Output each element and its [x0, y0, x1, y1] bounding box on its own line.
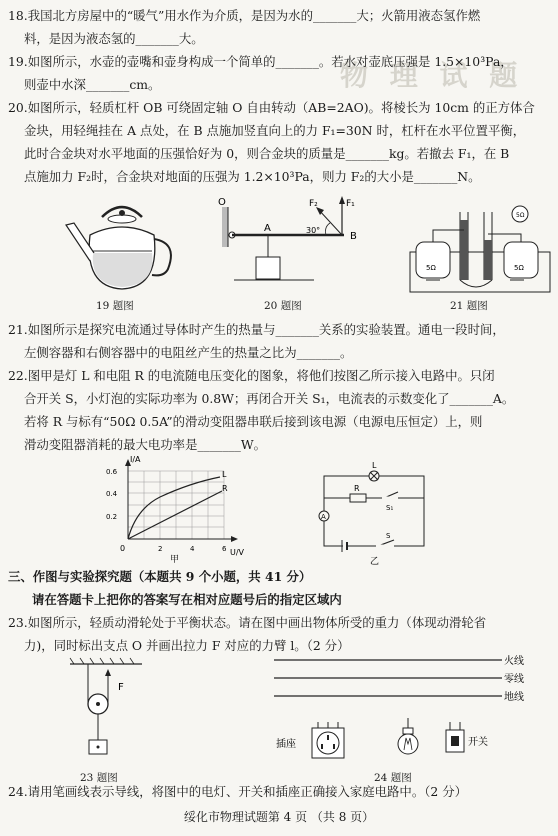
section3-title: 三、作图与实验探究题（本题共 9 个小题，共 41 分） — [8, 569, 312, 584]
fig20-label-A: A — [264, 223, 271, 234]
fig20-label-O: O — [218, 197, 226, 208]
graph-label-R: R — [222, 484, 228, 493]
q20-line2: 金块，用轻绳挂在 A 点处，在 B 点施加竖直向上的力 F₁=30N 时，杠杆在水平位置平衡， — [24, 123, 526, 138]
fig23-caption: 23 题图 — [80, 772, 118, 784]
graph-ylabel: I/A — [130, 455, 141, 464]
page-footer: 绥化市物理试题第 4 页 （共 8 页） — [183, 810, 375, 824]
fig24-socket-label: 插座 — [276, 739, 296, 750]
q18-line1: 18.我国北方房屋中的“暖气”用水作为介质，是因为水的_______大；火箭用液态氢作燃 — [8, 8, 481, 23]
graph-jia — [100, 455, 250, 565]
q19-line2: 则壶中水深_______cm。 — [24, 77, 161, 92]
q21-line1: 21.如图所示是探究电流通过导体时产生的热量与_______关系的实验装置。通电一段时间， — [8, 322, 505, 337]
q22-line2: 合开关 S，小灯泡的实际功率为 0.8W；再闭合开关 S₁，电流表的示数变化了_______A。 — [24, 391, 515, 406]
fig21-r-left: 5Ω — [426, 264, 436, 272]
graph-ytick: 0.6 — [106, 468, 118, 476]
watermark-title: 物 理 试 题 — [340, 59, 524, 92]
fig19-kettle — [60, 195, 185, 295]
graph-origin: 0 — [120, 544, 126, 553]
fig21-apparatus — [404, 190, 554, 300]
fig23-pulley — [62, 656, 162, 766]
fig21-caption: 21 题图 — [450, 300, 488, 312]
q20-line1: 20.如图所示，轻质杠杆 OB 可绕固定轴 O 自由转动（AB=2AO)。将棱长为 10cm 的正方体合 — [8, 100, 535, 115]
q22-line1: 22.图甲是灯 L 和电阻 R 的电流随电压变化的图象，将他们按图乙所示接入电路中。只闭 — [8, 368, 495, 383]
fig20-lever — [214, 193, 364, 298]
graph-xtick: 6 — [222, 545, 227, 553]
graph-ytick: 0.4 — [106, 490, 118, 498]
fig20-label-B: B — [350, 231, 357, 242]
fig23-label-F: F — [118, 682, 124, 693]
q23-line1: 23.如图所示，轻质动滑轮处于平衡状态。请在图中画出物体所受的重力（体现动滑轮省 — [8, 615, 487, 630]
graph-xtick: 4 — [190, 545, 195, 553]
fig21-r-right: 5Ω — [514, 264, 524, 272]
fig20-label-F2: F₂ — [309, 199, 318, 209]
q24-line1: 24.请用笔画线表示导线，将图中的电灯、开关和插座正确接入家庭电路中。（2 分） — [8, 784, 467, 799]
graph-caption: 甲 — [170, 555, 180, 565]
graph-label-L: L — [222, 470, 227, 479]
circuit-label-R: R — [354, 484, 360, 493]
fig24-ground-wire: 地线 — [504, 692, 524, 703]
circuit-label-A: A — [321, 513, 326, 521]
circuit-caption: 乙 — [370, 557, 380, 567]
q21-line2: 左侧容器和右侧容器中的电阻丝产生的热量之比为_______。 — [24, 345, 353, 360]
graph-xlabel: U/V — [230, 548, 245, 557]
q23-line2: 力)，同时标出支点 O 并画出拉力 F 对应的力臂 l。（2 分） — [24, 638, 350, 653]
fig19-caption: 19 题图 — [96, 300, 134, 312]
circuit-label-S1: S₁ — [386, 504, 394, 512]
fig20-label-angle: 30° — [306, 226, 321, 235]
fig20-caption: 20 题图 — [264, 300, 302, 312]
fig24-neutral-wire: 零线 — [504, 674, 524, 685]
fig24-household — [270, 650, 554, 772]
q18-line2: 料，是因为液态氢的_______大。 — [24, 31, 204, 46]
circuit-label-L: L — [372, 461, 377, 470]
q22-line3: 若将 R 与标有“50Ω 0.5A”的滑动变阻器串联后接到该电源（电源电压恒定）上，则 — [24, 414, 483, 429]
graph-xtick: 2 — [158, 545, 163, 553]
q20-line4: 点施加力 F₂时，合金块对地面的压强为 1.2×10³Pa，则力 F₂的大小是_______N。 — [24, 169, 481, 184]
fig24-switch-label: 开关 — [468, 737, 488, 748]
q22-line4: 滑动变阻器消耗的最大电功率是_______W。 — [24, 437, 266, 452]
q20-line3: 此时合金块对水平地面的压强恰好为 0，则合金块的质量是_______kg。若撤去 F₁，在 B — [24, 146, 510, 161]
section3-subtitle: 请在答题卡上把你的答案写在相对应题号后的指定区域内 — [32, 592, 342, 607]
fig24-caption: 24 题图 — [374, 772, 412, 784]
fig24-live-wire: 火线 — [504, 656, 524, 667]
fig21-r-top: 5Ω — [516, 212, 525, 219]
q19-line1: 19.如图所示，水壶的壶嘴和壶身构成一个简单的_______。若水对壶底压强是 1.5×10³Pa， — [8, 54, 513, 69]
graph-ytick: 0.2 — [106, 513, 118, 521]
circuit-label-S: S — [386, 532, 391, 540]
circuit-yi — [312, 458, 436, 568]
fig20-label-F1: F₁ — [346, 199, 355, 209]
